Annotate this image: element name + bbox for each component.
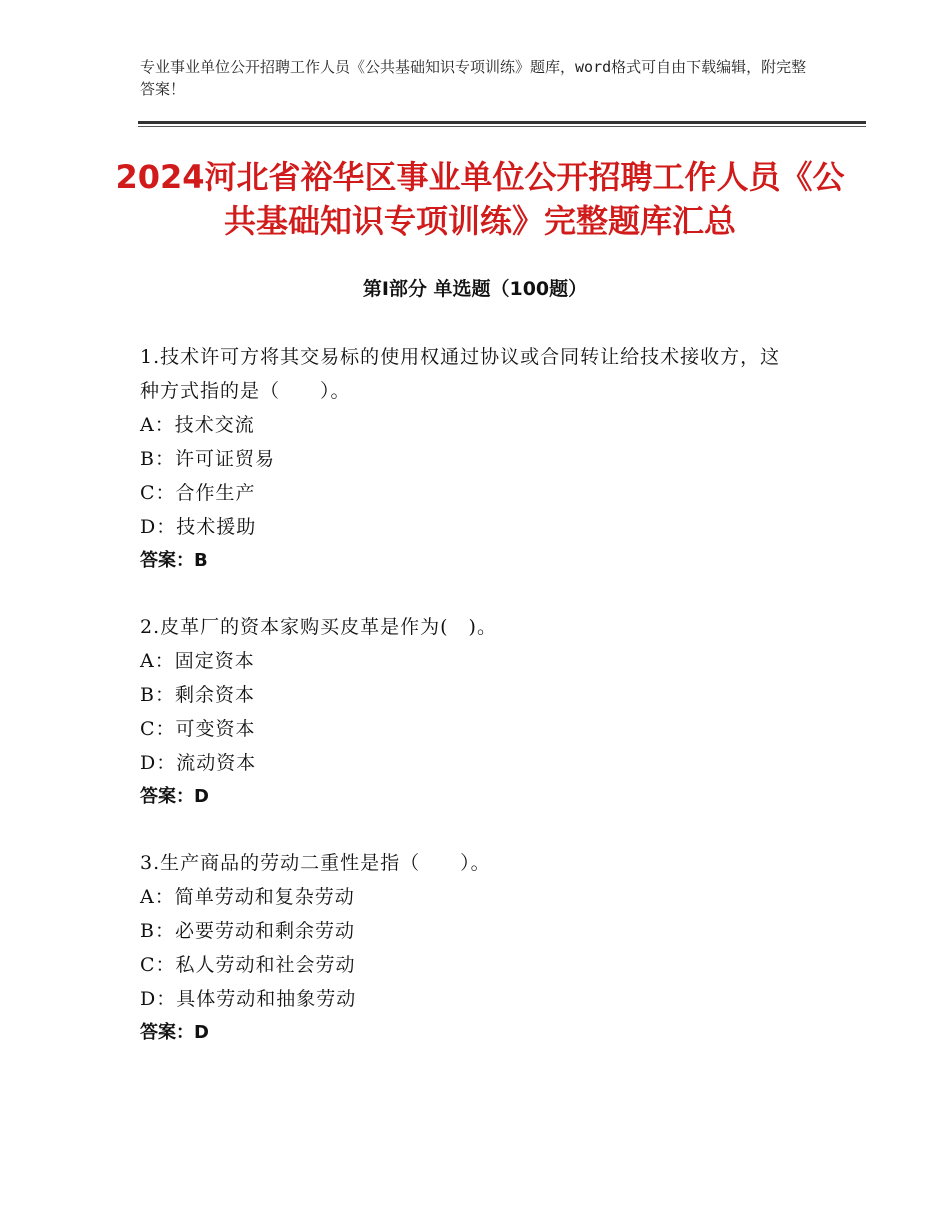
question-stem: 1.技术许可方将其交易标的使用权通过协议或合同转让给技术接收方，这种方式指的是（ ）。 <box>140 346 781 402</box>
option-b: B：许可证贸易 <box>140 448 275 470</box>
option-d: D：技术援助 <box>140 516 257 538</box>
option-a: A：技术交流 <box>140 414 255 436</box>
section-title: 第Ⅰ部分 单选题（100题） <box>362 278 588 300</box>
option-c: C：可变资本 <box>140 718 256 740</box>
question-stem: 3.生产商品的劳动二重性是指（ ）。 <box>140 852 491 874</box>
option-b: B：剩余资本 <box>140 684 255 706</box>
question-3 <box>140 846 800 1050</box>
header-divider-thick <box>138 121 866 124</box>
option-c: C：私人劳动和社会劳动 <box>140 954 356 976</box>
answer: 答案：D <box>140 1022 209 1043</box>
option-d: D：具体劳动和抽象劳动 <box>140 988 357 1010</box>
header-divider-thin <box>138 126 866 127</box>
option-d: D：流动资本 <box>140 752 257 774</box>
answer: 答案：B <box>140 550 208 571</box>
document-title: 2024河北省裕华区事业单位公开招聘工作人员《公共基础知识专项训练》完整题库汇总 <box>115 158 845 240</box>
option-c: C：合作生产 <box>140 482 256 504</box>
option-a: A：固定资本 <box>140 650 255 672</box>
question-1 <box>140 340 800 578</box>
answer: 答案：D <box>140 786 209 807</box>
header-note: 专业事业单位公开招聘工作人员《公共基础知识专项训练》题库，word格式可自由下载编辑，附完整答案！ <box>140 58 807 98</box>
question-list <box>140 340 800 1082</box>
option-b: B：必要劳动和剩余劳动 <box>140 920 355 942</box>
question-stem: 2.皮革厂的资本家购买皮革是作为( )。 <box>140 616 497 638</box>
question-2 <box>140 610 800 814</box>
option-a: A：简单劳动和复杂劳动 <box>140 886 355 908</box>
